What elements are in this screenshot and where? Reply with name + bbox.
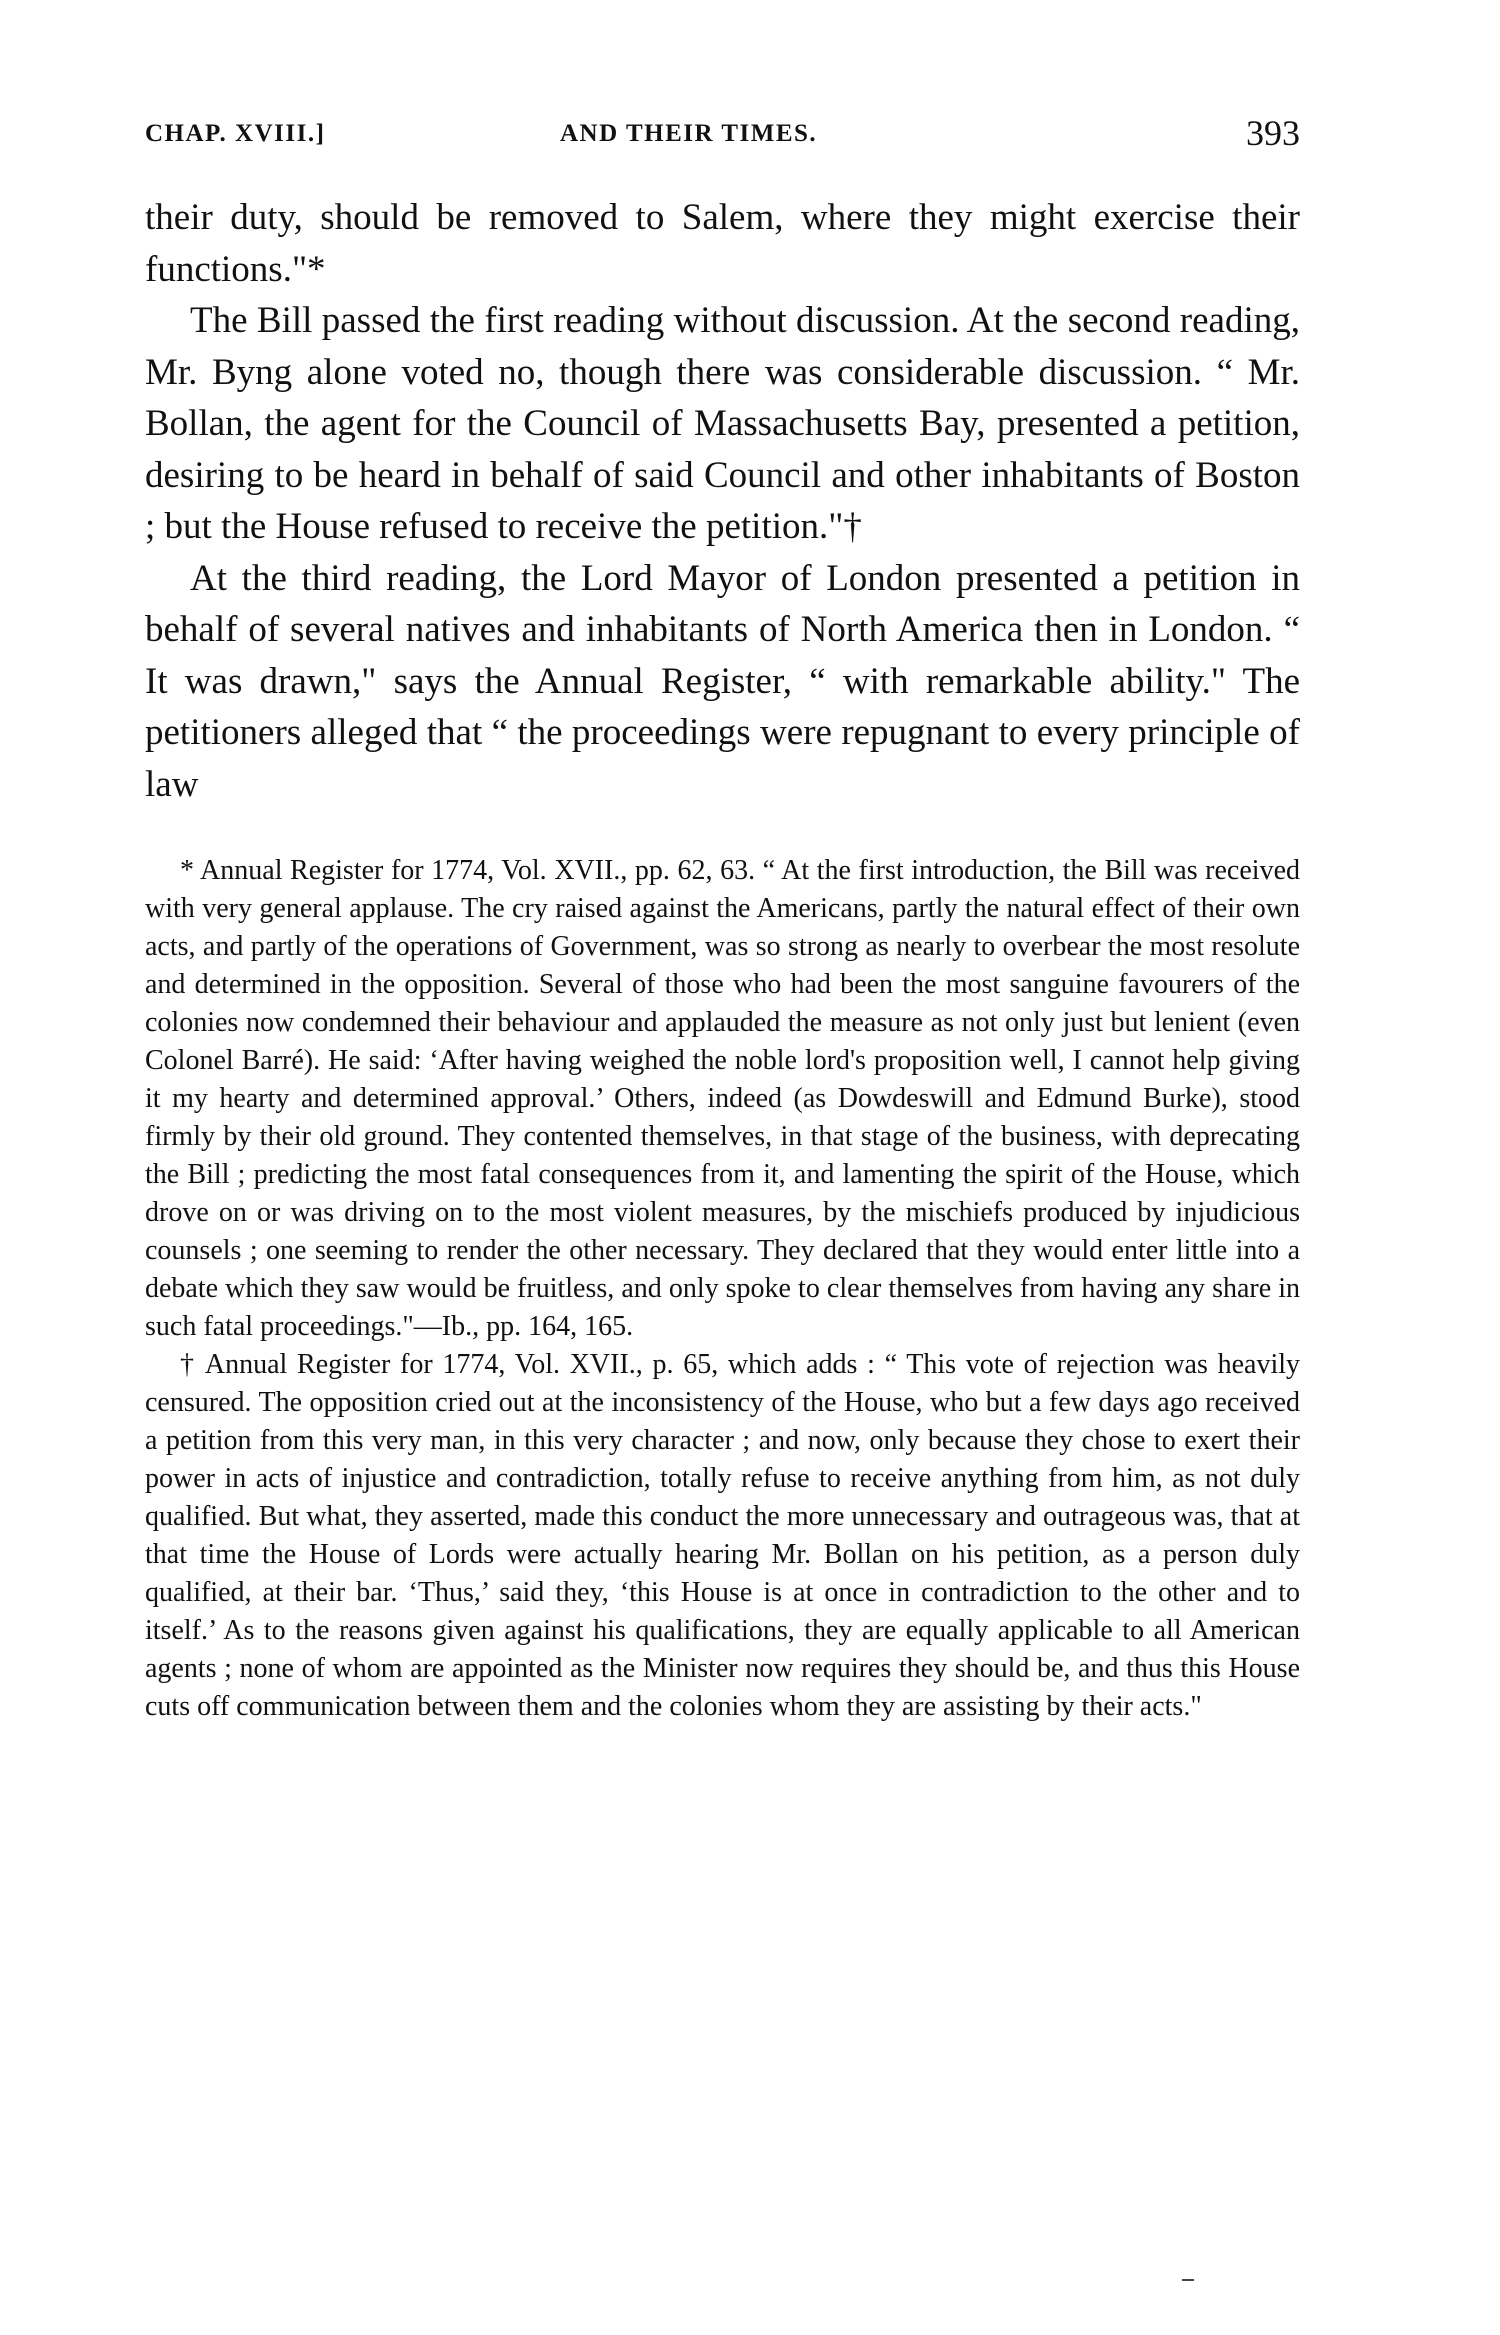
running-head <box>145 112 1300 152</box>
footnote-asterisk: * Annual Register for 1774, Vol. XVII., pp. 62, 63. “ At the first introduction, the Bill was received with very general applause. The cry raised against the Americans, partly the natural effect of their own acts, and partly of the operations of Government, was so strong as nearly to overbear the most resolute and determined in the opposition. Several of those who had been the most sanguine favourers of the colonies now condemned their behaviour and applauded the measure as not only just but lenient (even Colonel Barré). He said: ‘After having weighed the noble lord's proposition well, I cannot help giving it my hearty and determined approval.’ Others, indeed (as Dowdeswill and Edmund Burke), stood firmly by their old ground. They contented themselves, in that stage of the business, with deprecating the Bill ; predicting the most fatal consequences from it, and lamenting the spirit of the House, which drove on or was driving on to the most violent measures, by the mischiefs produced by injudicious counsels ; one seeming to render the other necessary. They declared that they would enter little into a debate which they saw would be fruitless, and only spoke to clear themselves from having any share in such fatal proceedings."—Ib., pp. 164, 165. <box>145 855 1300 1342</box>
body-paragraph-1: their duty, should be removed to Salem, where they might exercise their functions."* <box>145 197 1300 290</box>
page-number: 393 <box>1246 113 1300 153</box>
body-text <box>145 192 1300 810</box>
footnotes <box>145 852 1300 1726</box>
footnote-dagger: † Annual Register for 1774, Vol. XVII., p. 65, which adds : “ This vote of rejection was heavily censured. The opposition cried out at the inconsistency of the House, who but a few days ago received a petition from this very man, in this very character ; and now, only because they chose to exert their power in acts of injustice and contradiction, totally refuse to receive anything from him, as not duly qualified. But what, they asserted, made this conduct the more unnecessary and outrageous was, that at that time the House of Lords were actually hearing Mr. Bollan on his petition, as a person duly qualified, at their bar. ‘Thus,’ said they, ‘this House is at once in contradiction to the other and to itself.’ As to the reasons given against his qualifications, they are equally applicable to all American agents ; none of whom are appointed as the Minister now requires they should be, and thus this House cuts off communication between them and the colonies whom they are assisting by their acts." <box>145 1349 1300 1722</box>
book-page <box>145 112 1300 1726</box>
printer-mark <box>1182 2279 1194 2281</box>
body-paragraph-2: The Bill passed the first reading without discussion. At the second reading, Mr. Byng alone voted no, though there was considerable discussion. “ Mr. Bollan, the agent for the Council of Massachusetts Bay, presented a petition, desiring to be heard in behalf of said Council and other inhabitants of Boston ; but the House refused to receive the petition."† <box>145 300 1300 547</box>
body-paragraph-3: At the third reading, the Lord Mayor of London presented a petition in behalf of several natives and inhabitants of North America then in London. “ It was drawn," says the Annual Register, “ with remarkable ability." The petitioners alleged that “ the proceedings were repugnant to every principle of law <box>145 557 1300 805</box>
running-title: AND THEIR TIMES. <box>560 120 818 147</box>
chapter-label: CHAP. XVIII.] <box>145 120 326 147</box>
